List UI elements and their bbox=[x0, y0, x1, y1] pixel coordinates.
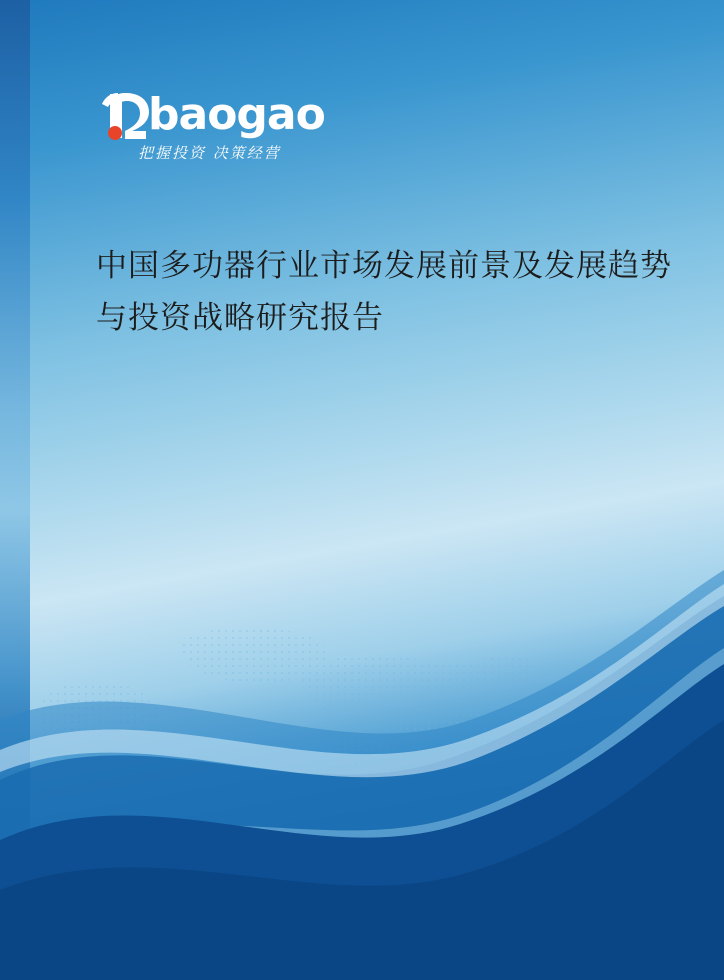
page-title: 中国多功器行业市场发展前景及发展趋势与投资战略研究报告 bbox=[96, 248, 672, 336]
brand-logo bbox=[96, 88, 356, 168]
logo-tagline: 把握投资 决策经营 bbox=[138, 144, 281, 162]
logo-wordmark: baogao bbox=[148, 89, 325, 140]
wave-graphic bbox=[0, 420, 724, 980]
logo-mark-icon bbox=[96, 88, 154, 144]
